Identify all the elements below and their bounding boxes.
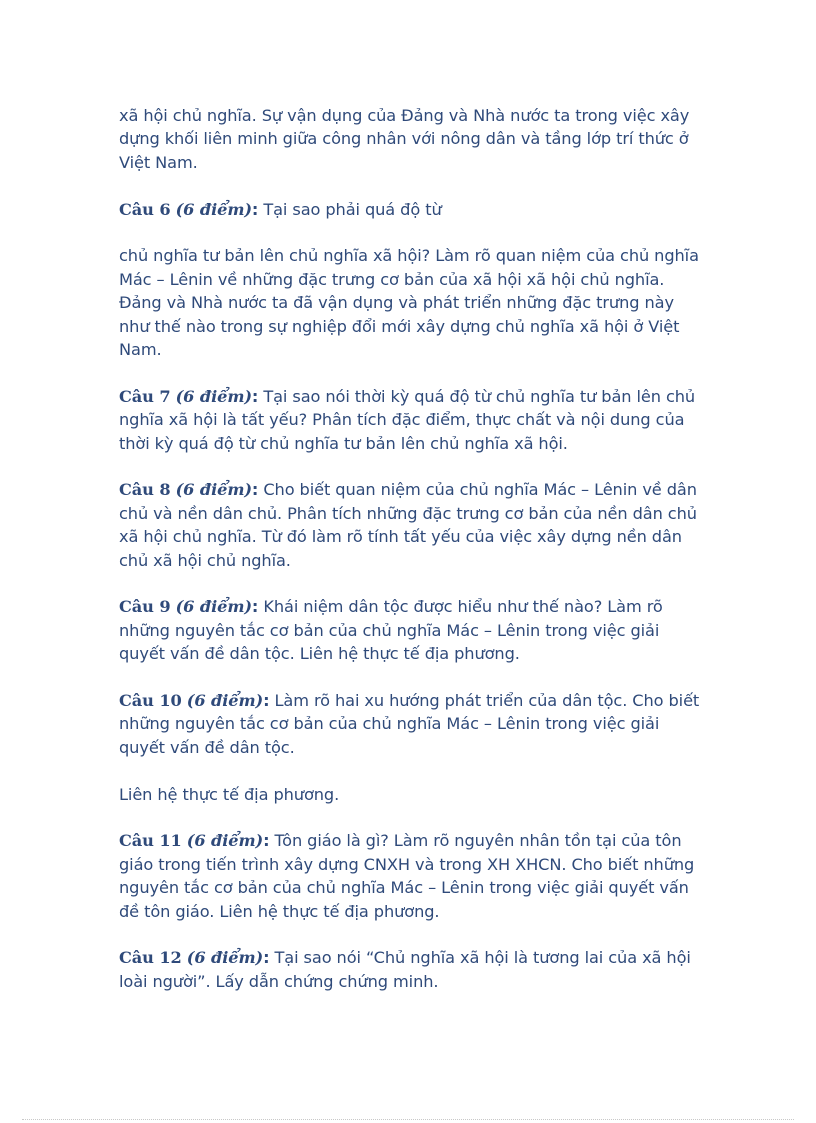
question-text: Khái niệm dân tộc được hiểu như thế nào? Làm rõ những nguyên tắc cơ bản của chủ nghĩa Mác – Lênin trong việc giải quyết vấn đề dân tộc. Liên hệ thực tế địa phương. — [119, 597, 663, 664]
question-6-continuation — [119, 244, 709, 361]
question-text: Tại sao nói “Chủ nghĩa xã hội là tương lai của xã hội loài người”. Lấy dẫn chứng chứng minh. — [119, 948, 691, 991]
question-8 — [119, 478, 709, 572]
question-6 — [119, 198, 709, 221]
question-number: Câu 9 — [119, 597, 171, 617]
question-colon: : — [263, 948, 270, 968]
paragraph-intro-continuation — [119, 104, 709, 174]
question-points: (6 điểm) — [175, 480, 252, 500]
paragraph-text: xã hội chủ nghĩa. Sự vận dụng của Đảng và Nhà nước ta trong việc xây dựng khối liên minh giữa công nhân với nông dân và tầng lớp trí thức ở Việt Nam. — [119, 106, 690, 172]
question-11 — [119, 829, 709, 923]
question-number: Câu 7 — [119, 386, 171, 406]
question-colon: : — [251, 199, 259, 219]
question-colon: : — [263, 691, 270, 711]
question-points: (6 điểm) — [175, 386, 252, 406]
question-10 — [119, 689, 709, 759]
paragraph-text: chủ nghĩa tư bản lên chủ nghĩa xã hội? Làm rõ quan niệm của chủ nghĩa Mác – Lênin về những đặc trưng cơ bản của xã hội xã hội chủ nghĩa. Đảng và Nhà nước ta đã vận dụng và phát triển những đặc trưng này như thế nào trong sự nghiệp đổi mới xây dựng chủ nghĩa xã hội ở Việt Nam. — [119, 246, 699, 360]
question-number: Câu 6 — [119, 199, 171, 219]
question-colon: : — [251, 386, 259, 406]
question-points: (6 điểm) — [175, 199, 252, 219]
question-points: (6 điểm) — [186, 691, 264, 711]
question-number: Câu 8 — [119, 480, 171, 500]
question-10-continuation — [119, 783, 709, 806]
question-points: (6 điểm) — [186, 831, 264, 851]
question-text: Tại sao phải quá độ từ — [258, 199, 442, 219]
question-text: Làm rõ hai xu hướng phát triển của dân tộc. Cho biết những nguyên tắc cơ bản của chủ nghĩa Mác – Lênin trong việc giải quyết vấn đề dân tộc. — [119, 691, 700, 757]
question-points: (6 điểm) — [186, 948, 264, 968]
question-7 — [119, 385, 709, 455]
question-colon: : — [263, 831, 270, 851]
question-text: Cho biết quan niệm của chủ nghĩa Mác – Lênin về dân chủ và nền dân chủ. Phân tích những đặc trưng cơ bản của nền dân chủ xã hội chủ nghĩa. Từ đó làm rõ tính tất yếu của việc xây dựng nền dân chủ xã hội chủ nghĩa. — [119, 480, 697, 570]
question-points: (6 điểm) — [175, 597, 252, 617]
question-12 — [119, 946, 709, 993]
page-bottom-divider — [22, 1119, 794, 1120]
question-9 — [119, 595, 709, 665]
question-text: Tại sao nói thời kỳ quá độ từ chủ nghĩa tư bản lên chủ nghĩa xã hội là tất yếu? Phân tích đặc điểm, thực chất và nội dung của thời kỳ quá độ từ chủ nghĩa tư bản lên chủ nghĩa xã hội. — [119, 386, 696, 453]
question-colon: : — [251, 597, 259, 617]
question-number: Câu 12 — [119, 948, 182, 968]
document-body — [119, 104, 709, 1017]
question-number: Câu 10 — [119, 691, 182, 711]
paragraph-text: Liên hệ thực tế địa phương. — [119, 784, 340, 804]
question-colon: : — [251, 480, 259, 500]
question-number: Câu 11 — [119, 831, 182, 851]
question-text: Tôn giáo là gì? Làm rõ nguyên nhân tồn tại của tôn giáo trong tiến trình xây dựng CNXH và trong XH XHCN. Cho biết những nguyên tắc cơ bản của chủ nghĩa Mác – Lênin trong việc giải quyết vấn đề tôn giáo. Liên hệ thực tế địa phương. — [119, 831, 695, 921]
